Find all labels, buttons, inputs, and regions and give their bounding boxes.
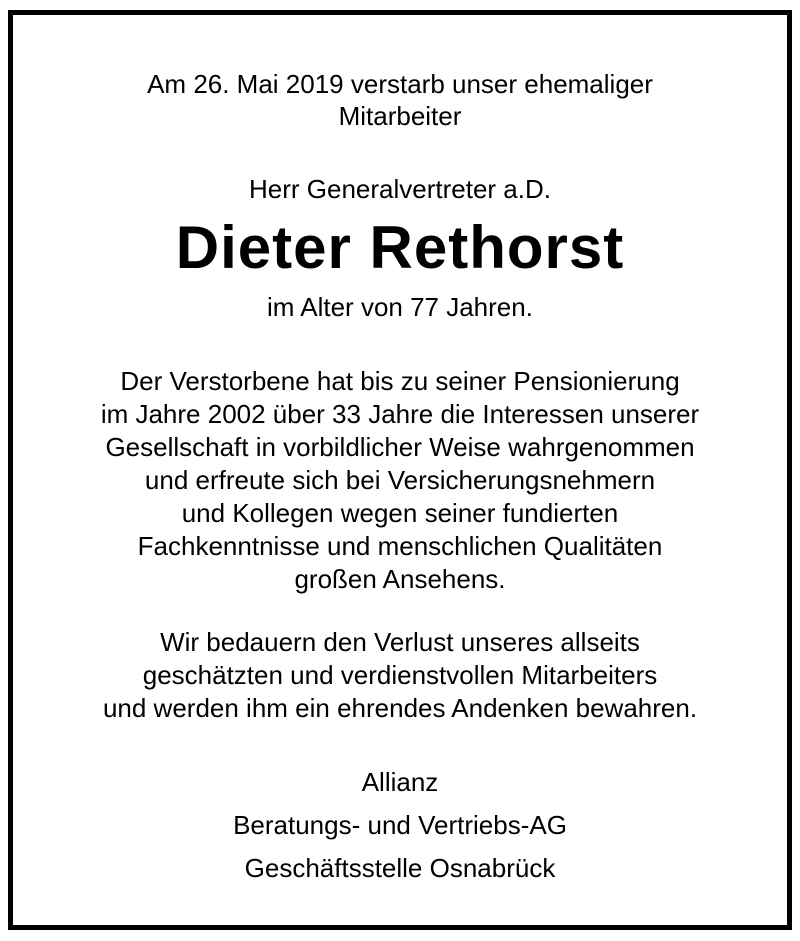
- tribute-line: großen Ansehens.: [294, 564, 506, 594]
- tribute-line: Gesellschaft in vorbildlicher Weise wahrgenommen: [105, 432, 695, 462]
- signature-line: Allianz: [361, 767, 439, 797]
- intro-line: Am 26. Mai 2019 verstarb unser ehemaliger: [147, 69, 653, 99]
- notice-border: [8, 10, 792, 930]
- intro-text: [13, 68, 787, 132]
- age-line: im Alter von 77 Jahren.: [267, 292, 533, 322]
- company-signature: [13, 761, 787, 890]
- signature-line: Beratungs- und Vertriebs-AG: [233, 810, 567, 840]
- tribute-line: und erfreute sich bei Versicherungsnehmern: [144, 465, 656, 495]
- condolence-line: Wir bedauern den Verlust unseres allseits: [160, 627, 640, 657]
- tribute-line: im Jahre 2002 über 33 Jahre die Interessen unserer: [100, 399, 700, 429]
- condolence-line: und werden ihm ein ehrendes Andenken bewahren.: [102, 693, 698, 723]
- honorific-title: Herr Generalvertreter a.D.: [249, 174, 551, 204]
- tribute-line: Fachkenntnisse und menschlichen Qualitäten: [137, 531, 663, 561]
- tribute-paragraph: [13, 365, 787, 596]
- tribute-line: Der Verstorbene hat bis zu seiner Pensionierung: [120, 366, 680, 396]
- signature-line: Geschäftsstelle Osnabrück: [244, 853, 556, 883]
- deceased-name: Dieter Rethorst: [175, 214, 625, 281]
- intro-line: Mitarbeiter: [338, 101, 462, 131]
- condolence-line: geschätzten und verdienstvollen Mitarbeiters: [142, 660, 658, 690]
- tribute-line: und Kollegen wegen seiner fundierten: [181, 498, 619, 528]
- condolence-paragraph: [13, 626, 787, 725]
